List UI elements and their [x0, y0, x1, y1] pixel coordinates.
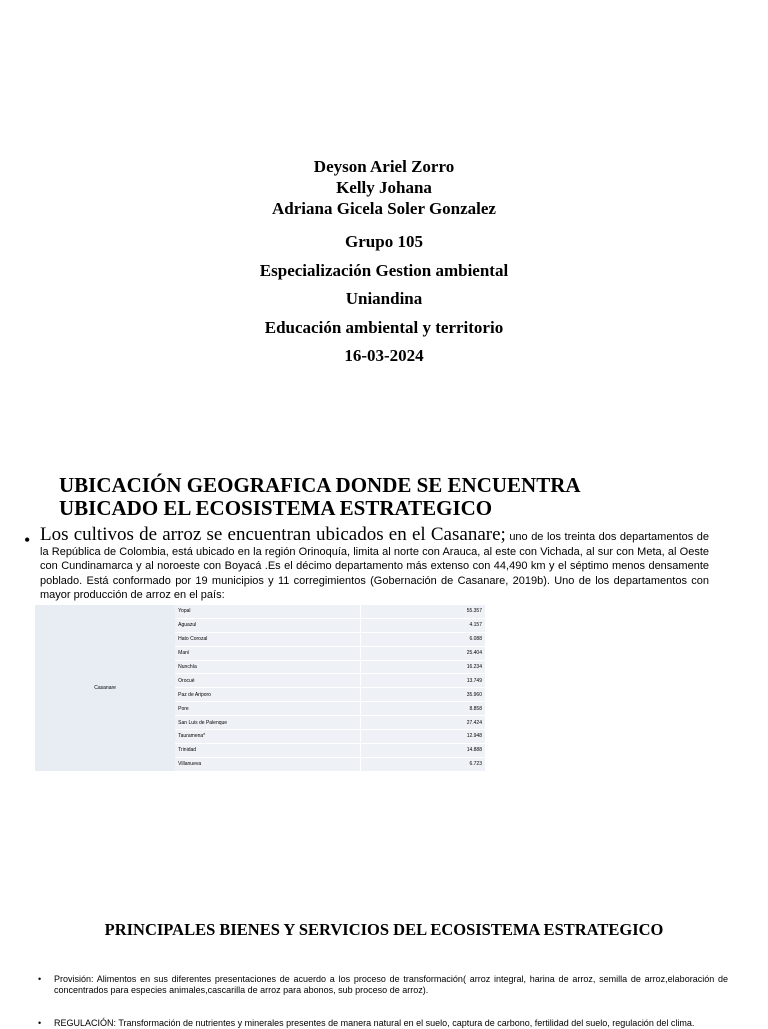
municipality-cell: Villanueva — [175, 757, 360, 771]
municipality-cell: Aguazul — [175, 618, 360, 632]
program-label: Especialización Gestion ambiental — [259, 261, 509, 280]
university-label: Uniandina — [345, 289, 423, 308]
author-name: Deyson Ariel Zorro — [313, 157, 455, 176]
table-row — [35, 605, 485, 618]
value-cell: 13.749 — [360, 674, 485, 688]
paragraph-body: uno de los treinta dos departamentos de la República de Colombia, está ubicado en la región Orinoquía, limita al norte con Arauca, al este con Vichada, al sur con Meta, al Oeste con Cundinamarca y al noroeste con Boyacá .Es el décimo departamento más extenso con 44,490 km y el séptimo menos densamente poblado. Está conformado por 19 municipios y 11 corregimientos (Gobernación de Casanare, 2019b). Uno de los departamentos con mayor producción de arroz en el país: — [40, 531, 710, 601]
bullet-marker: • — [24, 530, 31, 550]
municipality-cell: Nunchía — [175, 660, 360, 674]
value-cell: 6.723 — [360, 757, 485, 771]
value-cell: 25.404 — [360, 646, 485, 660]
bullet-marker: • — [38, 1018, 42, 1028]
value-cell: 12.948 — [360, 730, 485, 744]
municipality-cell: Hato Corozal — [175, 632, 360, 646]
value-cell: 8.858 — [360, 702, 485, 716]
section-title: PRINCIPALES BIENES Y SERVICIOS DEL ECOSISTEMA ESTRATEGICO — [104, 920, 664, 939]
rice-production-table — [35, 605, 485, 772]
value-cell: 27.424 — [360, 716, 485, 730]
value-cell: 55.357 — [360, 605, 485, 618]
value-cell: 6.088 — [360, 632, 485, 646]
section-title-line: UBICACIÓN GEOGRAFICA DONDE SE ENCUENTRA — [59, 473, 581, 497]
group-label: Grupo 105 — [345, 232, 423, 251]
department-cell: Casanare — [35, 605, 175, 771]
value-cell: 35.960 — [360, 688, 485, 702]
regulation-text: REGULACIÓN: Transformación de nutrientes y minerales presentes de manera natural en el suelo, captura de carbono, fertilidad del suelo, regulación del clima. — [54, 1018, 695, 1028]
author-name: Adriana Gicela Soler Gonzalez — [272, 199, 496, 218]
course-label: Educación ambiental y territorio — [264, 318, 504, 337]
municipality-cell: Paz de Ariporo — [175, 688, 360, 702]
municipality-cell: Pore — [175, 702, 360, 716]
location-paragraph — [40, 524, 710, 603]
section-title-line: UBICADO EL ECOSISTEMA ESTRATEGICO — [59, 496, 493, 520]
municipality-cell: Tauramena* — [175, 730, 360, 744]
paragraph-lead: Los cultivos de arroz se encuentran ubicados en el Casanare; — [40, 524, 506, 545]
municipality-cell: Maní — [175, 646, 360, 660]
municipality-cell: Orocué — [175, 674, 360, 688]
municipality-cell: San Luis de Palenque — [175, 716, 360, 730]
municipality-cell: Yopal — [175, 605, 360, 618]
provision-text: Provisión: Alimentos en sus diferentes presentaciones de acuerdo a los proceso de transformación( arroz integral, harina de arroz, semilla de arroz,elaboración de concentrados para especies animales,cascarilla de arroz para abonos, sub proceso de arroz). — [54, 974, 728, 995]
value-cell: 14.888 — [360, 743, 485, 757]
municipality-cell: Trinidad — [175, 743, 360, 757]
section-title — [59, 474, 739, 520]
date-label: 16-03-2024 — [344, 346, 424, 365]
value-cell: 4.157 — [360, 618, 485, 632]
author-name: Kelly Johana — [336, 178, 432, 197]
bullet-marker: • — [38, 974, 42, 984]
value-cell: 16.234 — [360, 660, 485, 674]
